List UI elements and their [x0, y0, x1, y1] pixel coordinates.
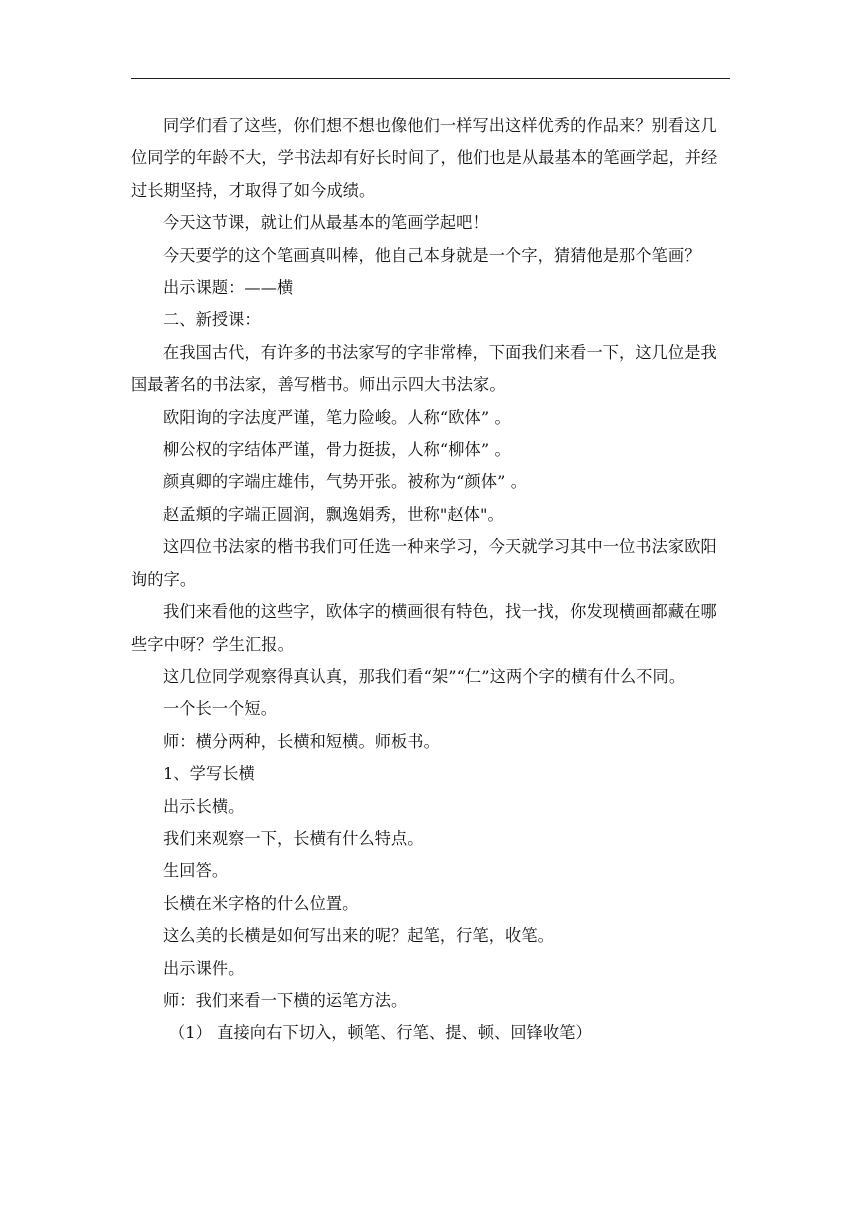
- paragraph: 师：横分两种，长横和短横。师板书。: [163, 731, 440, 751]
- subsection-heading: 1、学写长横: [163, 764, 255, 784]
- paragraph: 这四位书法家的楷书我们可任选一种来学习，今天就学习其中一位书法家欧阳询的字。: [131, 537, 717, 589]
- paragraph: 出示长横。: [163, 796, 245, 816]
- paragraph: 我们来观察一下，长横有什么特点。: [163, 828, 424, 848]
- paragraph: 欧阳询的字法度严谨，笔力险峻。人称“欧体” 。: [163, 407, 511, 427]
- paragraph: 颜真卿的字端庄雄伟，气势开张。被称为“颜体” 。: [163, 472, 528, 492]
- header-rule: [131, 78, 730, 79]
- paragraph: 这么美的长横是如何写出来的呢？起笔，行笔，收笔。: [163, 926, 554, 946]
- document-body: [131, 110, 731, 1050]
- paragraph: 赵孟頫的字端正圆润，飘逸娟秀，世称"赵体"。: [163, 504, 504, 524]
- section-heading: 二、新授课：: [163, 310, 261, 330]
- paragraph: 柳公权的字结体严谨，骨力挺拔，人称“柳体” 。: [163, 440, 511, 460]
- paragraph: 师：我们来看一下横的运笔方法。: [163, 990, 408, 1010]
- numbered-list-item: （1） 直接向右下切入，顿笔、行笔、提、顿、回锋收笔）: [169, 1023, 592, 1043]
- paragraph: 生回答。: [163, 861, 229, 881]
- paragraph: 同学们看了这些，你们想不想也像他们一样写出这样优秀的作品来？别看这几位同学的年龄不大，学书法却有好长时间了，他们也是从最基本的笔画学起，并经过长期坚持，才取得了如今成绩。: [131, 116, 718, 200]
- paragraph: 这几位同学观察得真认真，那我们看“架”“仁”这两个字的横有什么不同。: [163, 666, 686, 686]
- paragraph: 我们来看他的这些字，欧体字的横画很有特色，找一找，你发现横画都藏在哪些字中呀？学生汇报。: [131, 602, 717, 654]
- paragraph: 今天这节课，就让们从最基本的笔画学起吧！: [163, 213, 489, 233]
- paragraph: 长横在米字格的什么位置。: [163, 893, 359, 913]
- paragraph: 今天要学的这个笔画真叫棒，他自己本身就是一个字，猜猜他是那个笔画？: [163, 245, 701, 265]
- paragraph: 在我国古代，有许多的书法家写的字非常棒，下面我们来看一下，这几位是我国最著名的书法家，善写楷书。师出示四大书法家。: [131, 342, 717, 395]
- paragraph: 出示课题：——横: [163, 278, 294, 298]
- paragraph: 一个长一个短。: [163, 699, 278, 719]
- paragraph: 出示课件。: [163, 958, 245, 978]
